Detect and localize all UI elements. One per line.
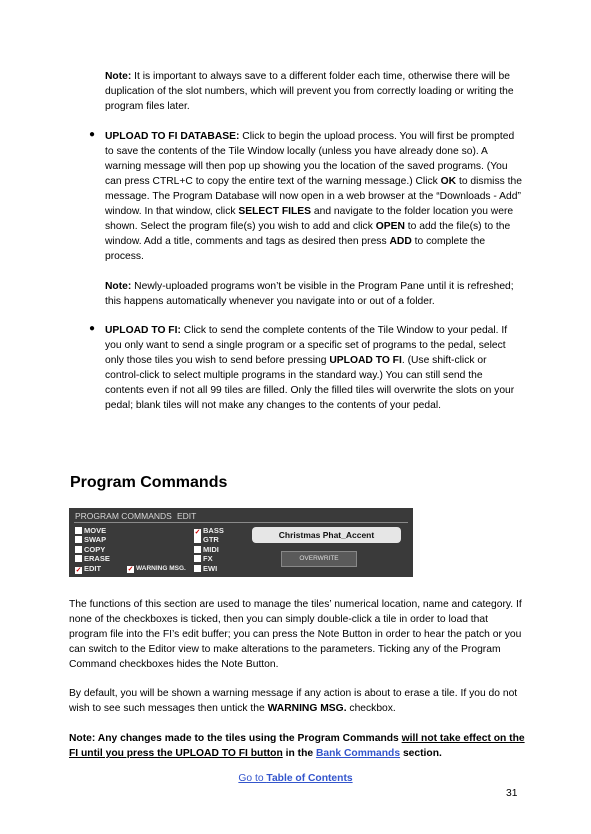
keyword-warning-msg: WARNING MSG.	[267, 703, 347, 714]
checkbox-icon	[75, 527, 82, 534]
edit-checkbox[interactable]	[75, 564, 101, 574]
bullet-text: Click to begin the upload process. You will first be prompted to save the contents of the Tile Window locally (unless you have already done so). A warning message will then pop up showing you the location of the saved programs. (You can press CTRL+C to copy the entire text of the warning message.) Click	[105, 131, 515, 187]
note-text: Newly-uploaded programs won’t be visible in the Program Pane until it is refreshed; this happens automatically whenever you navigate into or out of a folder.	[105, 281, 514, 307]
move-checkbox[interactable]	[75, 526, 106, 535]
copy-checkbox[interactable]	[75, 545, 105, 554]
checkbox-label: SWAP	[84, 535, 107, 544]
bullet-text: to add the file(s) to the window. Add a title, comments and tags as desired then press	[105, 221, 511, 247]
keyword-ok: OK	[440, 176, 457, 187]
checkmark-icon: ✓	[194, 529, 201, 536]
note-label: Note:	[105, 71, 132, 82]
bullet-icon: ●	[89, 129, 96, 140]
note-paragraph-2	[105, 279, 523, 309]
note-paragraph-3	[69, 731, 529, 761]
checkbox-label: ERASE	[84, 554, 110, 563]
checkbox-label: FX	[203, 554, 213, 563]
bullet-title: UPLOAD TO FI:	[105, 325, 181, 336]
note-label: Note:	[105, 281, 132, 292]
checkbox-label: COPY	[84, 545, 106, 554]
header-divider	[74, 522, 408, 523]
ewi-checkbox[interactable]	[194, 564, 217, 573]
erase-checkbox[interactable]	[75, 554, 110, 563]
keyword-select-files: SELECT FILES	[238, 206, 312, 217]
checkbox-label: BASS	[203, 526, 224, 535]
checkbox-label: GTR	[203, 535, 219, 544]
checkbox-icon	[194, 555, 201, 562]
warning-msg-checkbox[interactable]	[127, 564, 186, 573]
warning-paragraph	[69, 686, 524, 716]
swap-checkbox[interactable]	[75, 535, 106, 544]
keyword-upload-to-fi: UPLOAD TO FI	[329, 355, 402, 366]
bullet-title: UPLOAD TO FI DATABASE:	[105, 131, 240, 142]
checkbox-label: MOVE	[84, 526, 107, 535]
note-paragraph-1	[105, 69, 520, 114]
fx-checkbox[interactable]	[194, 554, 213, 563]
bank-commands-link[interactable]: Bank Commands	[315, 748, 401, 759]
page-number: 31	[506, 788, 518, 799]
section-heading: Program Commands	[70, 474, 228, 491]
table-of-contents-link-text: Table of Contents	[266, 773, 353, 784]
program-commands-panel	[69, 508, 413, 577]
toc-line	[0, 771, 591, 786]
overwrite-button[interactable]: OVERWRITE	[281, 551, 357, 567]
midi-checkbox[interactable]	[194, 545, 219, 554]
checkbox-icon	[194, 565, 201, 572]
bullet-icon: ●	[89, 323, 96, 334]
note-underlined-text: will not take effect on the FI until you press the UPLOAD TO FI button	[69, 733, 525, 759]
checkbox-icon	[75, 546, 82, 553]
checkbox-label: MIDI	[203, 545, 219, 554]
bullet-text: to dismiss the message. The Program Database will now open in a web browser at the “Downloads - Add” window. In that window, click	[105, 176, 522, 217]
bullet-text: . (Use shift-click or control-click to select multiple programs in the standard way.) You can still send the contents even if not all 99 tiles are filled. Only the filled tiles will overwrite the slots on your pedal; blank tiles will not make any changes to the contents of your pedal.	[105, 355, 515, 411]
checkbox-icon	[194, 546, 201, 553]
gtr-checkbox[interactable]	[194, 535, 219, 544]
keyword-open: OPEN	[375, 221, 405, 232]
checkbox-icon	[75, 536, 82, 543]
goto-text: Go to	[238, 773, 267, 784]
paragraph-text: checkbox.	[346, 703, 396, 714]
bullet-upload-to-fi	[105, 323, 523, 413]
checkbox-label: EWI	[203, 564, 218, 573]
program-commands-header: PROGRAM COMMANDS	[75, 511, 172, 521]
note-text: in the	[282, 748, 316, 759]
bullet-text: Click to send the complete contents of the Tile Window to your pedal. If you only want to send a single program or a specific set of programs to the pedal, select only those tiles you wish to send before pressing	[105, 325, 508, 366]
bullet-upload-to-fi-database	[105, 129, 523, 264]
edit-header: EDIT	[177, 511, 197, 521]
checkbox-label: WARNING MSG.	[136, 565, 186, 572]
paragraph-text: By default, you will be shown a warning message if any action is about to erase a tile. If you do not wish to see such messages then untick the	[69, 688, 518, 714]
functions-paragraph: The functions of this section are used to manage the tiles’ numerical location, name and category. If none of the checkboxes is ticked, then you can simply double-click a tile in order to load that program file into the FI’s edit buffer; you can press the Note Button in order to hear the patch or you can switch to the Editor view to make alterations to the parameters. Ticking any of the Program Command checkboxes hides the Note Button.	[69, 599, 522, 670]
goto-toc-link[interactable]	[238, 773, 352, 784]
note-text: Note: Any changes made to the tiles using the Program Commands	[69, 733, 402, 744]
note-text: section.	[400, 748, 442, 759]
bullet-text: and navigate to the folder location you were shown. Select the program file(s) you wish to add and click	[105, 206, 514, 232]
checkbox-icon	[194, 536, 201, 543]
bullet-text: to complete the process.	[105, 236, 486, 262]
checkbox-icon	[75, 555, 82, 562]
checkmark-icon: ✓	[127, 566, 134, 573]
program-name-field[interactable]: Christmas Phat_Accent	[252, 527, 401, 543]
keyword-add: ADD	[389, 236, 412, 247]
note-text: It is important to always save to a different folder each time, otherwise there will be duplication of the slot numbers, which will prevent you from correctly loading or writing the program files later.	[105, 71, 514, 112]
checkmark-icon: ✓	[75, 567, 82, 574]
checkbox-label: EDIT	[84, 564, 102, 573]
